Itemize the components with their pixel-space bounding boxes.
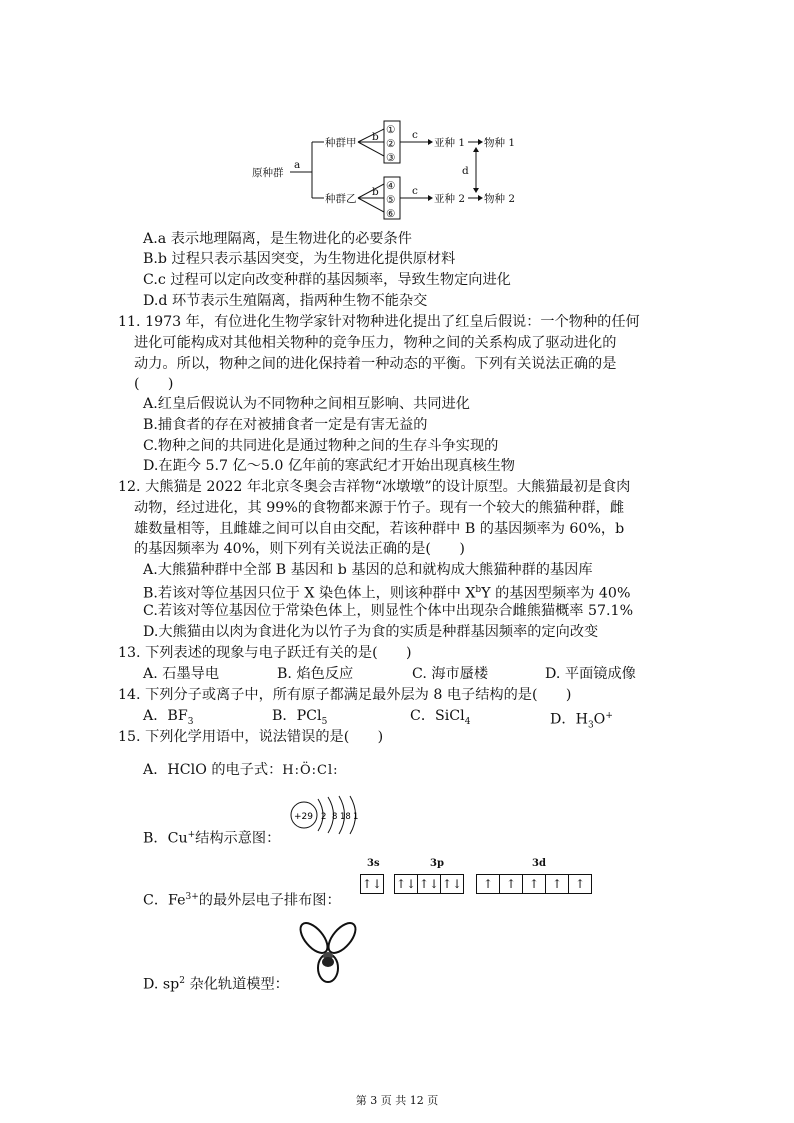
species-2: 物种 2 xyxy=(484,193,516,205)
q15-option-b: B．Cu+结构示意图： xyxy=(143,830,281,847)
species-1: 物种 1 xyxy=(484,137,516,149)
box-4: ④ xyxy=(386,180,396,192)
q11-stem-4: ( ) xyxy=(134,376,174,392)
label-d: d xyxy=(462,165,469,177)
q12-stem-4: 的基因频率为 40%，则下列有关说法正确的是( ) xyxy=(134,541,465,557)
q12-option-a: A.大熊猫种群中全部 B 基因和 b 基因的总和就构成大熊猫种群的基因库 xyxy=(143,562,593,578)
q13-option-d: D. 平面镜成像 xyxy=(545,666,636,682)
q13-option-c: C. 海市蜃楼 xyxy=(412,666,489,682)
orbital-box-3s: ↑↓ xyxy=(360,874,384,894)
q14-option-a: A．$BF_3$ xyxy=(143,708,194,727)
q12-stem-3: 雄数量相等，且雌雄之间可以自由交配，若该种群中 B 的基因频率为 60%，b xyxy=(134,521,625,537)
sp2-orbital-model-icon xyxy=(296,918,360,986)
box-2: ② xyxy=(386,138,396,150)
q11-stem-1: 11. 1973 年，有位进化生物学家针对物种进化提出了红皇后假说：一个物种的任何 xyxy=(118,314,640,330)
orbital-box-3d: ↑ ↑ ↑ ↑ ↑ xyxy=(476,874,592,894)
subspecies-1: 亚种 1 xyxy=(434,137,466,149)
q14-option-b: B．PCl$_5$ xyxy=(272,708,328,727)
box-6: ⑥ xyxy=(386,208,396,220)
shell-2: 8 xyxy=(332,812,338,822)
q10-option-b: B.b 过程只表示基因突变，为生物进化提供原材料 xyxy=(143,251,456,267)
orbital-label-3d: 3d xyxy=(532,858,546,869)
shell-1: 2 xyxy=(321,812,327,822)
q15-stem: 15. 下列化学用语中，说法错误的是( ) xyxy=(118,729,384,745)
orbital-diagram xyxy=(358,858,604,898)
q10-option-c: C.c 过程可以定向改变种群的基因频率，导致生物定向进化 xyxy=(143,272,511,288)
label-c-bottom: c xyxy=(412,185,418,197)
orbital-label-3p: 3p xyxy=(430,858,444,869)
q12-stem-2: 动物，经过进化，其 99%的食物都来源于竹子。现有一个较大的熊猫种群，雌 xyxy=(134,500,625,516)
q13-stem: 13. 下列表述的现象与电子跃迁有关的是( ) xyxy=(118,645,412,661)
q11-stem-2: 进化可能构成对其他相关物种的竞争压力，物种之间的关系构成了驱动进化的 xyxy=(134,335,617,351)
box-5: ⑤ xyxy=(386,194,396,206)
pop-b-label: 种群乙 xyxy=(325,193,357,205)
q14-stem: 14. 下列分子或离子中，所有原子都满足最外层为 8 电子结构的是( ) xyxy=(118,687,572,703)
q11-option-d: D.在距今 5.7 亿～5.0 亿年前的寒武纪才开始出现真核生物 xyxy=(143,458,515,474)
q12-option-c: C.若该对等位基因位于常染色体上，则显性个体中出现杂合雌熊猫概率 57.1% xyxy=(143,603,634,619)
q14-option-d: D．$H_3O^+$ xyxy=(550,711,613,731)
label-b-bottom: b xyxy=(372,186,379,198)
q11-option-a: A.红皇后假说认为不同物种之间相互影响、共同进化 xyxy=(143,396,470,412)
q11-option-b: B.捕食者的存在对被捕食者一定是有害无益的 xyxy=(143,417,428,433)
origin-label: 原种群 xyxy=(252,167,284,179)
box-1: ① xyxy=(386,124,396,136)
q14-option-c: C．SiCl$_4$ xyxy=(410,708,471,727)
page-footer: 第 3 页 共 12 页 xyxy=(355,1094,439,1107)
subspecies-2: 亚种 2 xyxy=(434,193,466,205)
q13-option-b: B. 焰色反应 xyxy=(277,666,354,682)
hclo-electron-formula: H:Ö:Cl: xyxy=(282,763,339,778)
q15-option-d: D. $sp^2$ 杂化轨道模型： xyxy=(143,976,289,993)
cu-ion-structure-diagram xyxy=(288,794,368,840)
shell-4: 1 xyxy=(353,812,359,822)
q12-stem-1: 12. 大熊猫是 2022 年北京冬奥会吉祥物“冰墩墩”的设计原型。大熊猫最初是食肉 xyxy=(118,479,631,495)
speciation-diagram xyxy=(250,118,530,228)
label-c-top: c xyxy=(412,129,418,141)
orbital-box-3p: ↑↓ ↑↓ ↑↓ xyxy=(394,874,464,894)
box-3: ③ xyxy=(386,152,396,164)
orbital-label-3s: 3s xyxy=(367,858,380,869)
q12-option-d: D.大熊猫由以肉为食进化为以竹子为食的实质是种群基因频率的定向改变 xyxy=(143,624,599,640)
q15-option-c: C．$Fe^{3+}$的最外层电子排布图： xyxy=(143,892,341,909)
nucleus-charge: +29 xyxy=(294,812,313,822)
q12-option-b: B.若该对等位基因只位于 X 染色体上，则该种群中 $X^bY$ 的基因型频率为 40% xyxy=(143,585,631,602)
q13-option-a: A. 石墨导电 xyxy=(143,666,220,682)
q10-option-d: D.d 环节表示生殖隔离，指两种生物不能杂交 xyxy=(143,293,428,309)
shell-3: 18 xyxy=(340,812,351,822)
q11-option-c: C.物种之间的共同进化是通过物种之间的生存斗争实现的 xyxy=(143,438,499,454)
label-b-top: b xyxy=(372,131,379,143)
q15-option-a: A．HClO 的电子式：H:Ö:Cl: xyxy=(143,762,339,778)
label-a: a xyxy=(294,159,301,171)
pop-a-label: 种群甲 xyxy=(325,137,357,149)
q11-stem-3: 动力。所以，物种之间的进化保持着一种动态的平衡。下列有关说法正确的是 xyxy=(134,356,617,372)
q10-option-a: A.a 表示地理隔离，是生物进化的必要条件 xyxy=(143,231,412,247)
